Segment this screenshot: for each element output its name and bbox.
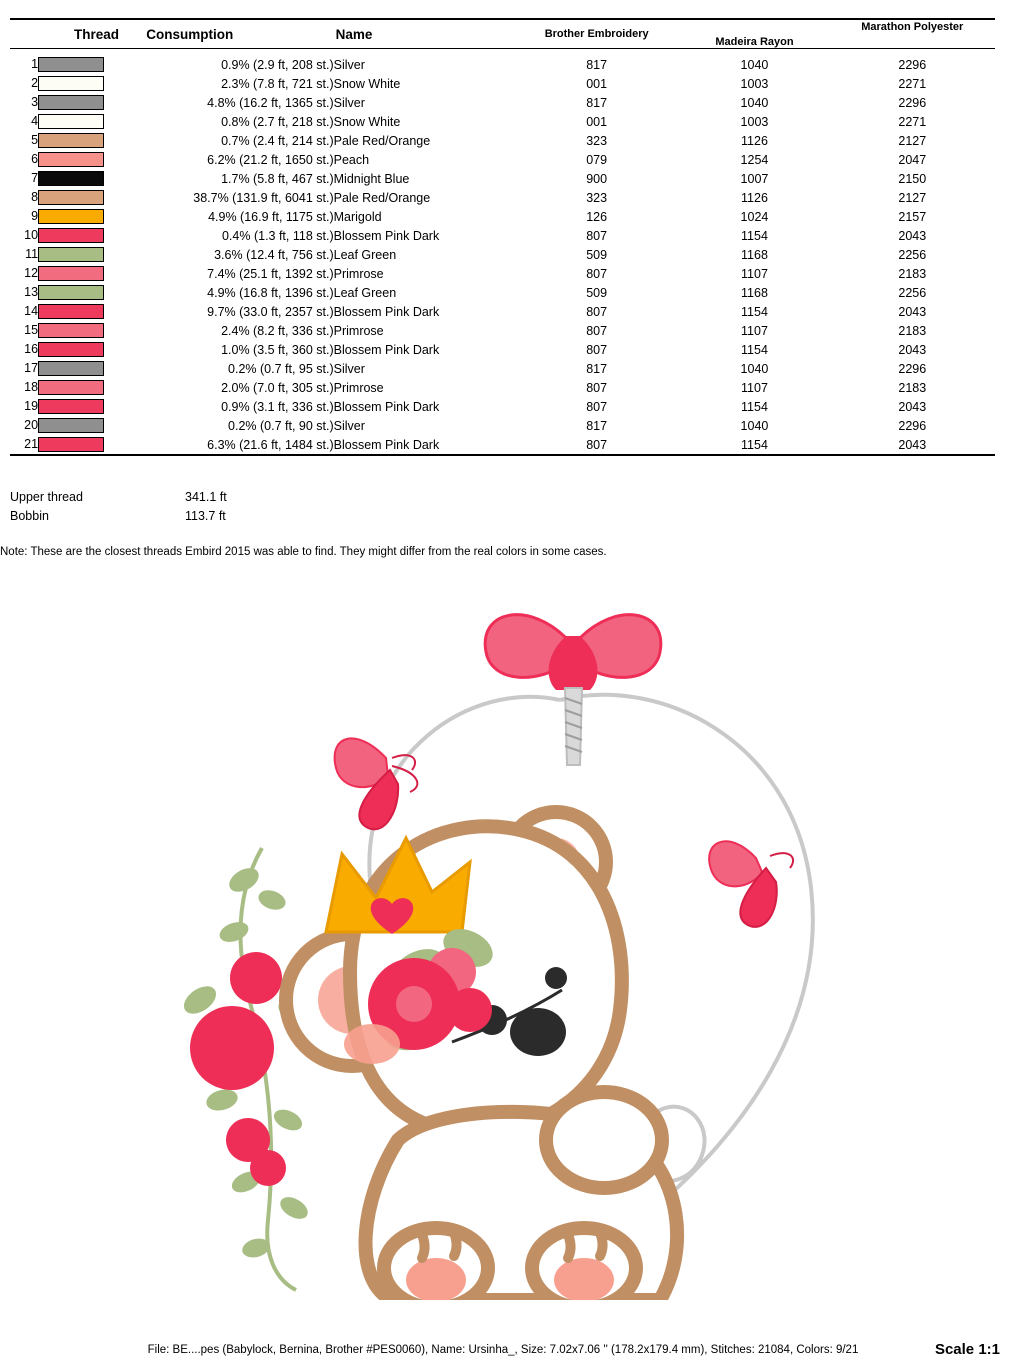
thread-name: Silver	[333, 361, 365, 376]
thread-consumption: 4.8% (16.2 ft, 1365 st.)	[207, 95, 334, 110]
thread-code-madeira: 1154	[741, 228, 768, 243]
thread-swatch-cell	[38, 283, 118, 302]
thread-index: 2	[31, 76, 39, 90]
thread-name: Blossem Pink Dark	[333, 399, 440, 414]
table-row	[10, 207, 995, 226]
thread-consumption: 3.6% (12.4 ft, 756 st.)	[214, 247, 334, 262]
thread-code-marathon: 2256	[898, 285, 927, 300]
header-madeira-rayon: Madeira Rayon	[679, 19, 829, 49]
thread-index: 11	[25, 247, 39, 261]
thread-code-brother: 807	[586, 266, 608, 281]
thread-swatch-cell	[38, 397, 118, 416]
thread-index: 20	[24, 418, 39, 432]
thread-code-marathon: 2183	[898, 266, 927, 281]
thread-consumption: 1.0% (3.5 ft, 360 st.)	[221, 342, 334, 357]
thread-code-madeira: 1126	[741, 133, 768, 148]
thread-index: 13	[24, 285, 39, 299]
thread-color-swatch	[38, 171, 104, 186]
thread-swatch-cell	[38, 112, 118, 131]
thread-swatch-cell	[38, 264, 118, 283]
thread-color-swatch	[38, 133, 104, 148]
thread-code-madeira: 1168	[741, 285, 768, 300]
thread-code-marathon: 2271	[898, 76, 927, 91]
thread-index: 17	[24, 361, 39, 375]
thread-color-swatch	[38, 285, 104, 300]
thread-consumption: 0.9% (3.1 ft, 336 st.)	[221, 399, 334, 414]
thread-name: Silver	[333, 418, 365, 433]
thread-color-swatch	[38, 76, 104, 91]
header-consumption: Consumption	[118, 19, 333, 49]
thread-index: 15	[24, 323, 39, 337]
thread-code-madeira: 1107	[741, 323, 768, 338]
thread-color-swatch	[38, 209, 104, 224]
thread-code-brother: 817	[586, 361, 608, 376]
thread-code-brother: 807	[586, 399, 608, 414]
thread-code-brother: 126	[586, 209, 608, 224]
thread-swatch-cell	[38, 131, 118, 150]
thread-index: 9	[31, 209, 39, 223]
table-row	[10, 245, 995, 264]
thread-code-marathon: 2043	[898, 342, 927, 357]
upper-thread-row	[10, 488, 305, 507]
table-row	[10, 150, 995, 169]
thread-code-brother: 807	[586, 342, 608, 357]
thread-code-brother: 817	[586, 95, 608, 110]
header-thread: Thread	[38, 19, 118, 49]
thread-code-marathon: 2043	[898, 228, 927, 243]
table-row	[10, 359, 995, 378]
thread-color-swatch	[38, 437, 104, 452]
header-marathon-polyester: Marathon Polyester	[830, 19, 995, 49]
upper-thread-value: 341.1 ft	[185, 490, 227, 504]
header-brother-embroidery: Brother Embroidery	[514, 19, 679, 49]
embroidery-artwork-svg	[0, 580, 1024, 1300]
table-row	[10, 74, 995, 93]
thread-name: Blossem Pink Dark	[333, 228, 440, 243]
thread-code-madeira: 1254	[740, 152, 769, 167]
thread-code-madeira: 1126	[741, 190, 768, 205]
table-row	[10, 435, 995, 455]
thread-color-swatch	[38, 399, 104, 414]
thread-code-brother: 817	[586, 418, 608, 433]
thread-consumption: 0.9% (2.9 ft, 208 st.)	[221, 57, 334, 72]
thread-code-brother: 807	[586, 380, 608, 395]
thread-color-swatch	[38, 342, 104, 357]
table-row	[10, 169, 995, 188]
thread-consumption: 0.2% (0.7 ft, 90 st.)	[228, 418, 334, 433]
thread-consumption: 4.9% (16.8 ft, 1396 st.)	[207, 285, 334, 300]
footer	[0, 1341, 1024, 1358]
thread-name: Snow White	[333, 76, 401, 91]
thread-code-marathon: 2043	[898, 304, 927, 319]
thread-index: 21	[24, 437, 39, 451]
thread-consumption: 0.7% (2.4 ft, 214 st.)	[221, 133, 334, 148]
bobbin-value: 113.7 ft	[185, 509, 226, 523]
table-row	[10, 55, 995, 74]
color-match-note: Note: These are the closest threads Embird 2015 was able to find. They might differ from the real colors in some cases.	[0, 546, 607, 558]
thread-code-brother: 817	[586, 57, 608, 72]
thread-color-swatch	[38, 266, 104, 281]
thread-index: 18	[24, 380, 39, 394]
thread-index: 12	[24, 266, 39, 280]
table-row	[10, 283, 995, 302]
thread-swatch-cell	[38, 93, 118, 112]
table-row	[10, 264, 995, 283]
bow-icon	[485, 615, 661, 765]
thread-swatch-cell	[38, 359, 118, 378]
bobbin-label: Bobbin	[10, 509, 49, 523]
header-name: Name	[334, 19, 514, 49]
thread-consumption: 9.7% (33.0 ft, 2357 st.)	[207, 304, 334, 319]
thread-consumption: 0.2% (0.7 ft, 95 st.)	[228, 361, 334, 376]
thread-code-brother: 807	[586, 437, 608, 452]
thread-code-marathon: 2296	[898, 418, 927, 433]
thread-consumption: 2.3% (7.8 ft, 721 st.)	[221, 76, 334, 91]
thread-swatch-cell	[38, 169, 118, 188]
table-row	[10, 340, 995, 359]
totals-block	[10, 488, 305, 526]
bear-eye-right	[545, 967, 567, 989]
thread-consumption: 7.4% (25.1 ft, 1392 st.)	[207, 266, 334, 281]
thread-name: Silver	[333, 95, 365, 110]
thread-code-brother: 509	[586, 285, 608, 300]
thread-swatch-cell	[38, 340, 118, 359]
thread-code-madeira: 1154	[741, 342, 768, 357]
thread-color-swatch	[38, 152, 104, 167]
thread-name: Snow White	[333, 114, 401, 129]
thread-index: 3	[31, 95, 39, 109]
bobbin-row	[10, 507, 305, 526]
thread-swatch-cell	[38, 207, 118, 226]
thread-code-marathon: 2127	[898, 190, 927, 205]
thread-code-madeira: 1168	[741, 247, 768, 262]
thread-name: Primrose	[333, 266, 384, 281]
thread-name: Marigold	[333, 209, 382, 224]
thread-code-brother: 807	[586, 323, 608, 338]
table-row	[10, 302, 995, 321]
thread-consumption: 6.2% (21.2 ft, 1650 st.)	[207, 152, 334, 167]
thread-color-swatch	[38, 57, 104, 72]
flower-blossom	[250, 1150, 286, 1186]
thread-code-brother: 807	[586, 304, 608, 319]
thread-code-madeira: 1040	[740, 95, 769, 110]
thread-code-brother: 323	[586, 133, 608, 148]
thread-name: Pale Red/Orange	[333, 190, 431, 205]
thread-code-brother: 323	[586, 190, 608, 205]
thread-code-madeira: 1107	[741, 266, 768, 281]
thread-swatch-cell	[38, 226, 118, 245]
thread-code-madeira: 1040	[740, 418, 769, 433]
thread-index: 1	[31, 57, 39, 71]
table-row	[10, 188, 995, 207]
thread-index: 14	[24, 304, 39, 318]
table-row	[10, 321, 995, 340]
thread-color-swatch	[38, 323, 104, 338]
header-spacer	[10, 19, 38, 49]
thread-swatch-cell	[38, 416, 118, 435]
table-row	[10, 131, 995, 150]
thread-code-madeira: 1154	[741, 399, 768, 414]
butterfly-left-icon	[335, 738, 418, 829]
thread-code-brother: 900	[586, 171, 608, 186]
table-row	[10, 397, 995, 416]
thread-index: 16	[24, 342, 39, 356]
thread-swatch-cell	[38, 302, 118, 321]
thread-swatch-cell	[38, 245, 118, 264]
thread-swatch-cell	[38, 150, 118, 169]
scale-label: Scale 1:1	[934, 1341, 1000, 1358]
table-header-row	[10, 19, 995, 49]
thread-code-marathon: 2296	[898, 95, 927, 110]
thread-name: Primrose	[333, 380, 384, 395]
thread-consumption: 1.7% (5.8 ft, 467 st.)	[221, 171, 334, 186]
thread-color-swatch	[38, 95, 104, 110]
thread-code-marathon: 2043	[898, 437, 927, 452]
thread-index: 19	[24, 399, 39, 413]
thread-table-container	[10, 18, 1014, 460]
thread-color-swatch	[38, 304, 104, 319]
thread-swatch-cell	[38, 74, 118, 93]
thread-code-brother: 001	[586, 76, 608, 91]
table-row	[10, 112, 995, 131]
thread-swatch-cell	[38, 55, 118, 74]
thread-color-swatch	[38, 190, 104, 205]
thread-index: 5	[31, 133, 39, 147]
thread-swatch-cell	[38, 378, 118, 397]
flower-vine-icon	[179, 848, 314, 1290]
thread-color-swatch	[38, 418, 104, 433]
thread-rows	[10, 55, 995, 455]
thread-index: 8	[31, 190, 39, 204]
table-row	[10, 93, 995, 112]
thread-code-madeira: 1154	[741, 304, 768, 319]
flower-blossom	[190, 1006, 274, 1090]
thread-color-swatch	[38, 228, 104, 243]
table-bottom-rule	[10, 455, 995, 460]
thread-code-madeira: 1024	[740, 209, 769, 224]
design-preview	[0, 580, 1024, 1300]
thread-swatch-cell	[38, 188, 118, 207]
upper-thread-label: Upper thread	[10, 490, 83, 504]
thread-code-marathon: 2150	[898, 171, 927, 186]
thread-code-madeira: 1154	[741, 437, 768, 452]
thread-code-brother: 079	[586, 152, 608, 167]
thread-code-brother: 001	[586, 114, 608, 129]
thread-code-marathon: 2183	[898, 380, 927, 395]
thread-consumption: 0.8% (2.7 ft, 218 st.)	[221, 114, 334, 129]
thread-code-brother: 807	[586, 228, 608, 243]
thread-code-madeira: 1003	[740, 114, 769, 129]
thread-consumption: 4.9% (16.9 ft, 1175 st.)	[208, 209, 334, 224]
thread-code-marathon: 2296	[898, 361, 927, 376]
thread-table	[10, 18, 995, 460]
file-info: File: BE....pes (Babylock, Bernina, Brother #PES0060), Name: Ursinha_, Size: 7.02x7.06 '' (178.2x179.4 mm), Stitches: 21084, Colors: 9/21	[147, 1344, 859, 1356]
thread-name: Peach	[333, 152, 370, 167]
thread-code-marathon: 2296	[898, 57, 927, 72]
thread-color-swatch	[38, 380, 104, 395]
thread-name: Blossem Pink Dark	[333, 304, 440, 319]
thread-color-swatch	[38, 114, 104, 129]
thread-code-marathon: 2271	[898, 114, 927, 129]
thread-name: Silver	[333, 57, 365, 72]
thread-name: Leaf Green	[333, 247, 397, 262]
table-row	[10, 416, 995, 435]
thread-swatch-cell	[38, 321, 118, 340]
table-row	[10, 226, 995, 245]
thread-index: 7	[31, 171, 39, 185]
table-row	[10, 378, 995, 397]
thread-name: Blossem Pink Dark	[333, 437, 440, 452]
thread-consumption: 6.3% (21.6 ft, 1484 st.)	[207, 437, 334, 452]
thread-name: Leaf Green	[333, 285, 397, 300]
thread-code-marathon: 2256	[898, 247, 927, 262]
thread-code-marathon: 2127	[898, 133, 927, 148]
thread-name: Midnight Blue	[333, 171, 410, 186]
thread-name: Primrose	[333, 323, 384, 338]
thread-code-brother: 509	[586, 247, 608, 262]
thread-code-madeira: 1040	[740, 361, 769, 376]
thread-code-madeira: 1003	[740, 76, 769, 91]
thread-consumption: 2.0% (7.0 ft, 305 st.)	[221, 380, 334, 395]
thread-index: 10	[24, 228, 39, 242]
thread-color-swatch	[38, 247, 104, 262]
thread-color-swatch	[38, 361, 104, 376]
thread-swatch-cell	[38, 435, 118, 455]
thread-code-marathon: 2183	[898, 323, 927, 338]
flower-blossom	[230, 952, 282, 1004]
thread-name: Pale Red/Orange	[333, 133, 431, 148]
thread-code-marathon: 2043	[898, 399, 927, 414]
thread-index: 4	[31, 114, 39, 128]
thread-code-madeira: 1040	[740, 57, 769, 72]
thread-code-marathon: 2157	[898, 209, 927, 224]
thread-code-marathon: 2047	[898, 152, 927, 167]
thread-code-madeira: 1107	[741, 380, 768, 395]
thread-consumption: 2.4% (8.2 ft, 336 st.)	[221, 323, 334, 338]
thread-code-madeira: 1007	[740, 171, 769, 186]
thread-name: Blossem Pink Dark	[333, 342, 440, 357]
thread-consumption: 0.4% (1.3 ft, 118 st.)	[221, 228, 334, 243]
butterfly-right-icon	[709, 841, 793, 927]
thread-consumption: 38.7% (131.9 ft, 6041 st.)	[193, 190, 334, 205]
thread-index: 6	[31, 152, 39, 166]
